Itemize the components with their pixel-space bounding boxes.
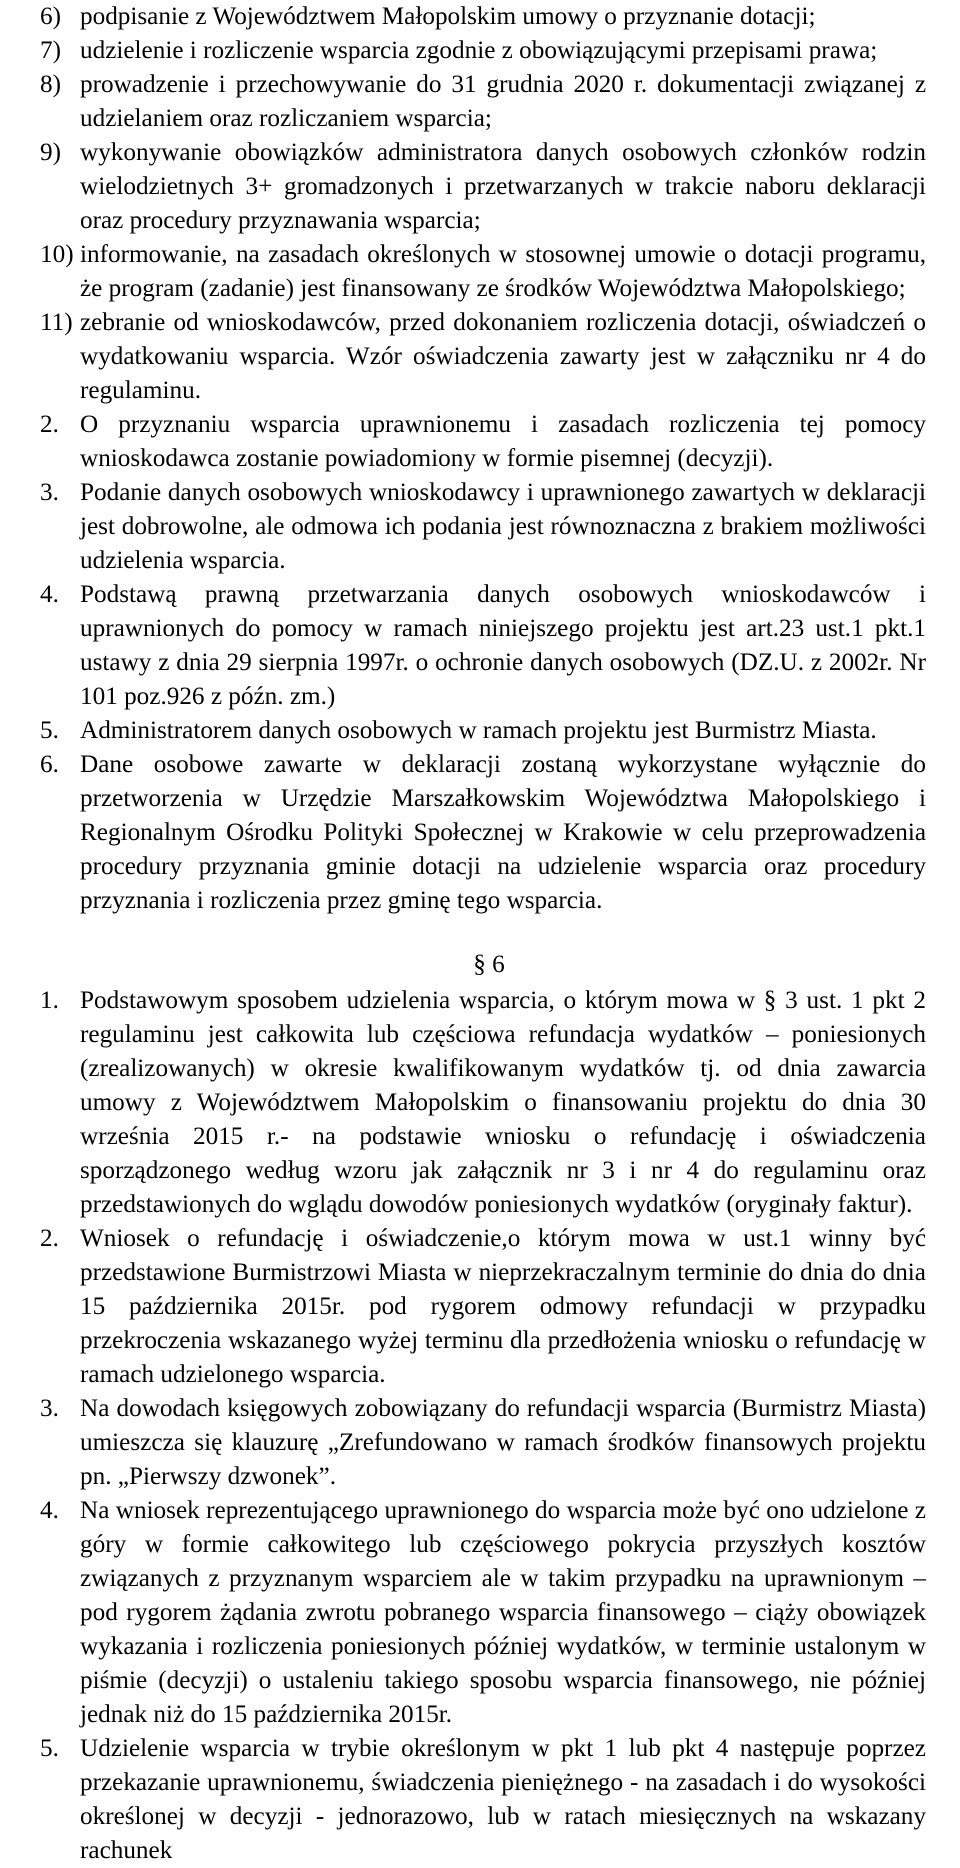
paragraph-number: 6. (40, 751, 59, 778)
list-item (40, 238, 926, 306)
paragraph-text: Na dowodach księgowych zobowiązany do refundacji wsparcia (Burmistrz Miasta) umieszcza się klauzurę „Zrefundowano w ramach środków finansowych projektu pn. „Pierwszy dzwonek”. (80, 1395, 926, 1490)
list-item-number: 11) (40, 309, 73, 336)
list-item (40, 68, 926, 136)
paragraph-number: 5. (40, 1735, 59, 1762)
list-item-text: podpisanie z Województwem Małopolskim umowy o przyznanie dotacji; (80, 3, 816, 30)
numbered-paragraph (40, 1494, 926, 1732)
list-item-text: informowanie, na zasadach określonych w stosownej umowie o dotacji programu, że program (zadanie) jest finansowany ze środków Województwa Małopolskiego; (80, 241, 926, 302)
paragraph-text: Wniosek o refundację i oświadczenie,o którym mowa w ust.1 winny być przedstawione Burmistrzowi Miasta w nieprzekraczalnym terminie do dnia do dnia 15 października 2015r. pod rygorem odmowy refundacji w przypadku przekroczenia wskazanego wyżej terminu dla przedłożenia wniosku o refundację w ramach udzielonego wsparcia. (80, 1225, 926, 1388)
paragraph-number: 2. (40, 411, 59, 438)
list-item-text: zebranie od wnioskodawców, przed dokonaniem rozliczenia dotacji, oświadczeń o wydatkowaniu wsparcia. Wzór oświadczenia zawarty jest w załączniku nr 4 do regulaminu. (80, 309, 926, 404)
paragraph-number: 5. (40, 717, 59, 744)
paragraph-number: 2. (40, 1225, 59, 1252)
list-item (40, 136, 926, 238)
numbered-paragraph (40, 476, 926, 578)
list-item (40, 34, 926, 68)
paragraph-number: 3. (40, 1395, 59, 1422)
numbered-paragraph (40, 714, 926, 748)
paragraph-text: Na wniosek reprezentującego uprawnionego do wsparcia może być ono udzielone z góry w formie całkowitego lub częściowego pokrycia przyszłych kosztów związanych z przyznanym wsparciem ale w takim przypadku na uprawnionym – pod rygorem żądania zwrotu pobranego wsparcia finansowego – ciąży obowiązek wykazania i rozliczenia poniesionych później wydatków, w terminie ustalonym w piśmie (decyzji) o ustaleniu takiego sposobu wsparcia finansowego, nie później jednak niż do 15 października 2015r. (80, 1497, 926, 1728)
paragraph-text: Dane osobowe zawarte w deklaracji zostaną wykorzystane wyłącznie do przetworzenia w Urzędzie Marszałkowskim Województwa Małopolskiego i Regionalnym Ośrodku Polityki Społecznej w Krakowie w celu przeprowadzenia procedury przyznania gminie dotacji na udzielenie wsparcia oraz procedury przyznania i rozliczenia przez gminę tego wsparcia. (80, 751, 926, 914)
paragraph-text: O przyznaniu wsparcia uprawnionemu i zasadach rozliczenia tej pomocy wnioskodawca zostanie powiadomiony w formie pisemnej (decyzji). (80, 411, 926, 472)
numbered-paragraph (40, 984, 926, 1222)
paragraph-text: Udzielenie wsparcia w trybie określonym w pkt 1 lub pkt 4 następuje poprzez przekazanie uprawnionemu, świadczenia pieniężnego - na zasadach i do wysokości określonej w decyzji - jednorazowo, lub w ratach miesięcznych na wskazany rachunek (80, 1735, 926, 1864)
numbered-paragraph (40, 408, 926, 476)
paragraph-text: Podanie danych osobowych wnioskodawcy i uprawnionego zawartych w deklaracji jest dobrowolne, ale odmowa ich podania jest równoznaczna z brakiem możliwości udzielenia wsparcia. (80, 479, 926, 574)
paragraph-number: 1. (40, 987, 59, 1014)
numbered-paragraph (40, 1222, 926, 1392)
list-item-number: 7) (40, 37, 61, 64)
paragraph-text: Podstawowym sposobem udzielenia wsparcia, o którym mowa w § 3 ust. 1 pkt 2 regulaminu jest całkowita lub częściowa refundacja wydatków – poniesionych (zrealizowanych) w okresie kwalifikowanym wydatków tj. od dnia zawarcia umowy z Województwem Małopolskim o finansowaniu projektu do dnia 30 września 2015 r.- na podstawie wniosku o refundację i oświadczenia sporządzonego według wzoru jak załącznik nr 3 i nr 4 do regulaminu oraz przedstawionych do wglądu dowodów poniesionych wydatków (oryginały faktur). (80, 987, 926, 1218)
list-item-text: wykonywanie obowiązków administratora danych osobowych członków rodzin wielodzietnych 3+ gromadzonych i przetwarzanych w trakcie naboru deklaracji oraz procedury przyznawania wsparcia; (80, 139, 926, 234)
list-item-number: 10) (40, 241, 74, 268)
paragraph-number: 3. (40, 479, 59, 506)
paragraph-number: 4. (40, 1497, 59, 1524)
list-item-text: prowadzenie i przechowywanie do 31 grudnia 2020 r. dokumentacji związanej z udzielaniem oraz rozliczaniem wsparcia; (80, 71, 926, 132)
list-item-number: 9) (40, 139, 61, 166)
numbered-paragraph (40, 1732, 926, 1868)
section-heading: § 6 (473, 951, 505, 978)
numbered-paragraph (40, 578, 926, 714)
list-item (40, 0, 926, 34)
paragraph-text: Administratorem danych osobowych w ramach projektu jest Burmistrz Miasta. (80, 717, 877, 744)
numbered-paragraph (40, 1392, 926, 1494)
list-item-number: 6) (40, 3, 61, 30)
list-item-text: udzielenie i rozliczenie wsparcia zgodnie z obowiązującymi przepisami prawa; (80, 37, 878, 64)
numbered-paragraph (40, 748, 926, 918)
list-item-number: 8) (40, 71, 61, 98)
paragraph-text: Podstawą prawną przetwarzania danych osobowych wnioskodawców i uprawnionych do pomocy w ramach niniejszego projektu jest art.23 ust.1 pkt.1 ustawy z dnia 29 sierpnia 1997r. o ochronie danych osobowych (DZ.U. z 2002r. Nr 101 poz.926 z późn. zm.) (80, 581, 926, 710)
paragraph-number: 4. (40, 581, 59, 608)
list-item (40, 306, 926, 408)
